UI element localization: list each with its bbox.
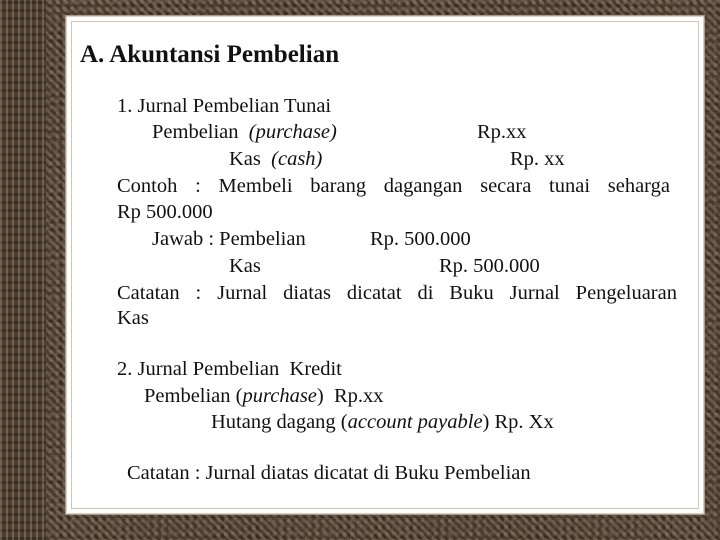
slide-content-panel	[66, 16, 704, 514]
answer-debit-label: Jawab : Pembelian	[152, 228, 306, 250]
credit-debit-account-label: Pembelian	[144, 385, 231, 407]
section-title-text: Akuntansi Pembelian	[109, 41, 340, 68]
answer-credit-amount: Rp. 500.000	[439, 255, 540, 277]
credit-purchase-heading: 2. Jurnal Pembelian Kredit	[117, 358, 342, 380]
credit-credit-account-english: account payable	[347, 411, 483, 433]
cash-debit-amount: Rp.xx	[477, 121, 527, 143]
cash-debit-account	[152, 120, 337, 144]
cash-note-line1: Catatan : Jurnal diatas dicatat di Buku Jurnal Pengeluaran	[117, 282, 677, 304]
answer-credit-account: Kas	[229, 255, 261, 277]
credit-note: Catatan : Jurnal diatas dicatat di Buku Pembelian	[127, 462, 531, 484]
credit-credit-row: Hutang dagang (account payable) Rp. Xx	[211, 411, 554, 433]
example-text-line1: Contoh : Membeli barang dagangan secara tunai seharga	[117, 175, 670, 197]
cash-purchase-heading: 1. Jurnal Pembelian Tunai	[117, 95, 332, 117]
credit-debit-account-english: purchase	[242, 385, 317, 407]
example-text-line2: Rp 500.000	[117, 201, 213, 223]
section-title	[80, 40, 339, 70]
cash-credit-account	[229, 147, 322, 171]
cash-credit-account-label: Kas	[229, 148, 261, 170]
cash-credit-amount: Rp. xx	[510, 148, 565, 170]
credit-debit-row: Pembelian (purchase) Rp.xx	[144, 385, 384, 407]
credit-credit-amount: Rp. Xx	[494, 411, 554, 433]
cash-credit-account-english: (cash)	[271, 148, 323, 170]
answer-debit-amount: Rp. 500.000	[370, 228, 471, 250]
cash-debit-account-label: Pembelian	[152, 121, 239, 143]
credit-debit-amount: Rp.xx	[333, 385, 384, 407]
decorative-texture-strip	[0, 0, 46, 540]
section-number: A.	[80, 41, 105, 68]
cash-note-line2: Kas	[117, 307, 149, 329]
cash-debit-account-english: (purchase)	[248, 121, 337, 143]
credit-credit-account-label: Hutang dagang	[211, 411, 336, 433]
